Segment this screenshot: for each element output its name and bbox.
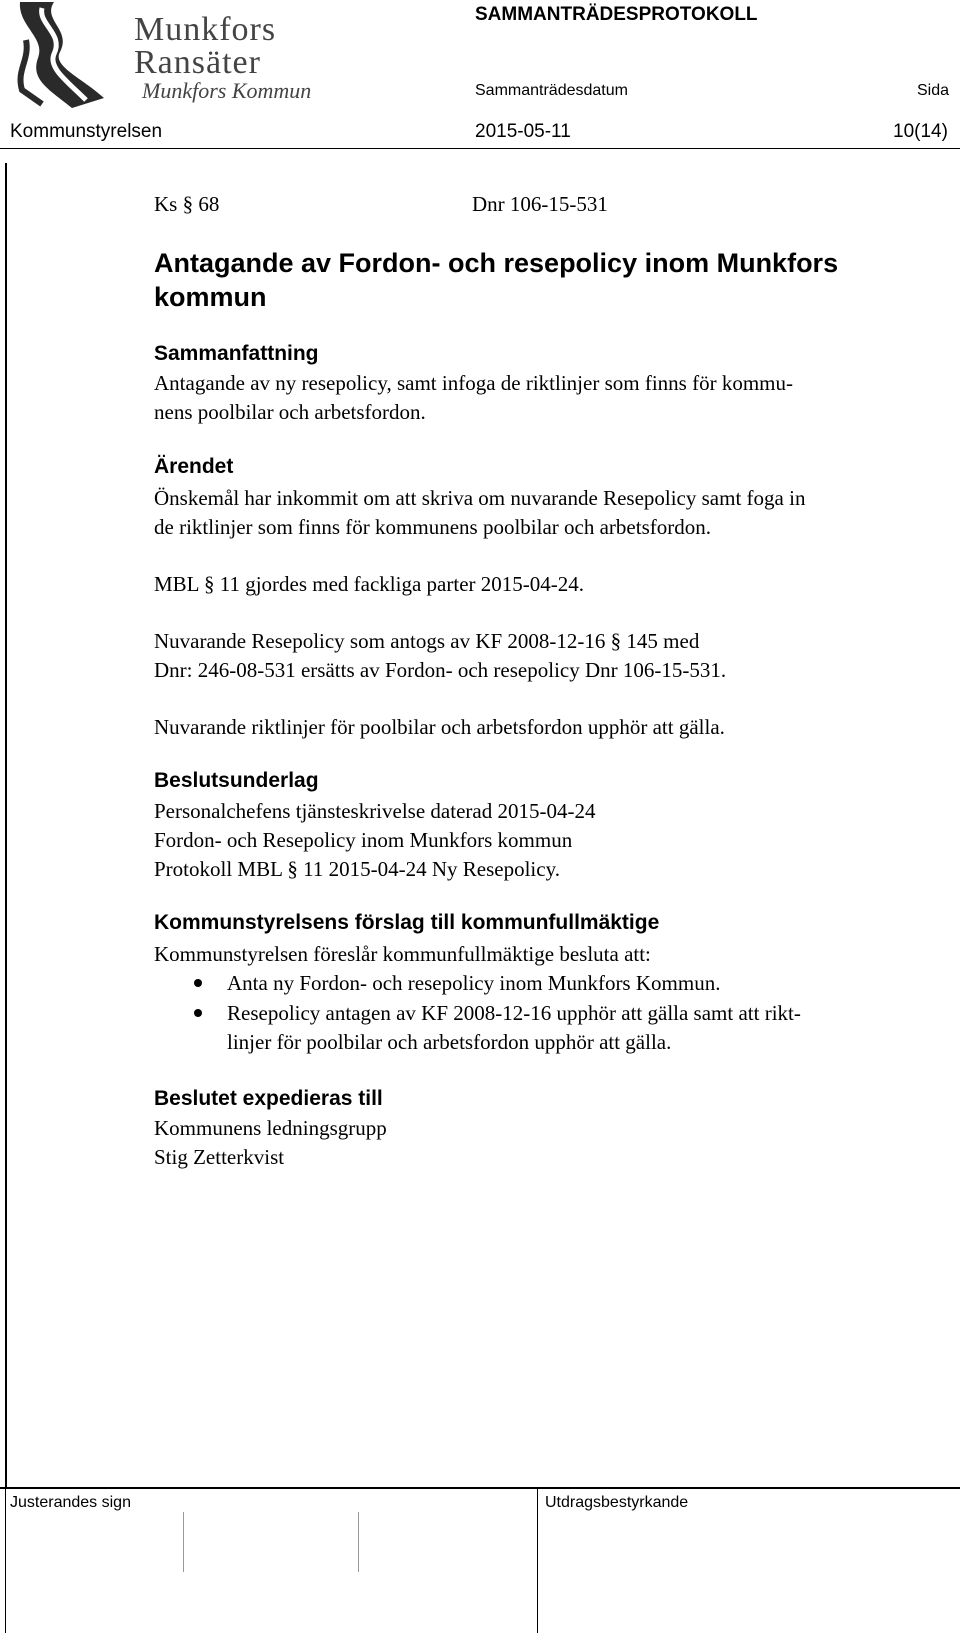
committee-name: Kommunstyrelsen	[10, 121, 163, 142]
page-number: 10(14)	[893, 121, 948, 142]
basis-heading: Beslutsunderlag	[154, 769, 319, 792]
river-emblem-icon	[12, 0, 124, 110]
logo-line-ransater: Ransäter	[134, 44, 261, 81]
summary-text-continued: nens poolbilar och arbetsfordon.	[154, 400, 426, 424]
proposal-intro: Kommunstyrelsen föreslår kommunfullmäktige besluta att:	[154, 942, 651, 966]
matter-paragraph-2: MBL § 11 gjordes med fackliga parter 2015-04-24.	[154, 572, 584, 596]
page-title: Antagande av Fordon- och resepolicy inom Munkfors	[154, 248, 839, 278]
matter-heading: Ärendet	[154, 455, 234, 478]
page-label: Sida	[917, 82, 950, 99]
bullet-icon	[194, 1009, 202, 1017]
matter-paragraph-3: Nuvarande Resepolicy som antogs av KF 2008-12-16 § 145 med	[154, 629, 700, 653]
summary-heading: Sammanfattning	[154, 342, 319, 365]
proposal-bullet-2: Resepolicy antagen av KF 2008-12-16 upphör att gälla samt att rikt-	[227, 1001, 801, 1025]
meeting-date: 2015-05-11	[475, 121, 571, 142]
distribution-recipient: Kommunens ledningsgrupp	[154, 1116, 387, 1140]
basis-item: Protokoll MBL § 11 2015-04-24 Ny Resepolicy.	[154, 857, 560, 881]
matter-paragraph-1-continued: de riktlinjer som finns för kommunens poolbilar och arbetsfordon.	[154, 515, 711, 539]
matter-paragraph-4: Nuvarande riktlinjer för poolbilar och arbetsfordon upphör att gälla.	[154, 715, 725, 739]
footer-left-rule	[5, 1489, 6, 1633]
matter-paragraph-3-continued: Dnr: 246-08-531 ersätts av Fordon- och resepolicy Dnr 106-15-531.	[154, 658, 727, 682]
signature-box-divider	[358, 1512, 359, 1572]
proposal-bullet-1: Anta ny Fordon- och resepolicy inom Munkfors Kommun.	[227, 971, 721, 995]
header-divider	[0, 148, 960, 149]
municipality-logo	[12, 0, 312, 112]
logo-line-kommun: Munkfors Kommun	[142, 78, 312, 103]
document-type: SAMMANTRÄDESPROTOKOLL	[475, 4, 758, 25]
summary-text: Antagande av ny resepolicy, samt infoga de riktlinjer som finns för kommu-	[154, 371, 793, 395]
matter-paragraph-1: Önskemål har inkommit om att skriva om nuvarande Resepolicy samt foga in	[154, 486, 806, 510]
diary-number: Dnr 106-15-531	[472, 192, 608, 216]
footer-mid-rule	[537, 1489, 538, 1633]
basis-item: Fordon- och Resepolicy inom Munkfors kommun	[154, 828, 573, 852]
extract-certification-label: Utdragsbestyrkande	[545, 1494, 689, 1511]
proposal-heading: Kommunstyrelsens förslag till kommunfullmäktige	[154, 911, 660, 934]
logo-line-munkfors: Munkfors	[134, 11, 277, 48]
proposal-bullet-2-continued: linjer för poolbilar och arbetsfordon upphör att gälla.	[227, 1030, 672, 1054]
basis-item: Personalchefens tjänsteskrivelse daterad 2015-04-24	[154, 799, 596, 823]
bullet-icon	[194, 979, 202, 987]
distribution-recipient: Stig Zetterkvist	[154, 1145, 285, 1169]
distribution-heading: Beslutet expedieras till	[154, 1087, 383, 1110]
case-number: Ks § 68	[154, 192, 220, 216]
page-title-continued: kommun	[154, 282, 267, 312]
adjuster-signature-label: Justerandes sign	[10, 1494, 131, 1511]
footer-divider	[0, 1487, 960, 1489]
meeting-date-label: Sammanträdesdatum	[475, 82, 628, 99]
signature-box-divider	[183, 1512, 184, 1572]
margin-rule	[5, 163, 7, 1488]
